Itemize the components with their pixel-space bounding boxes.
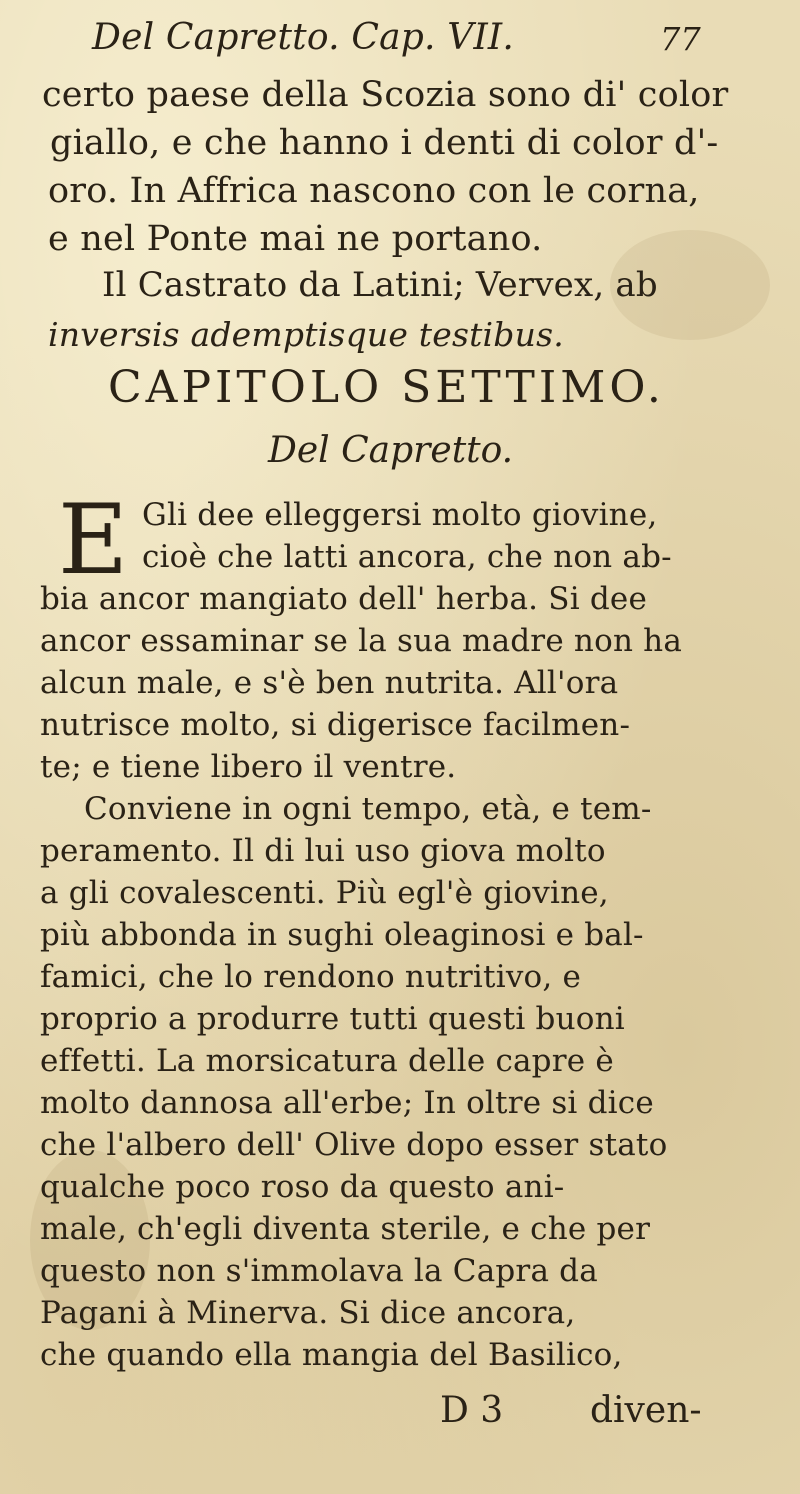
chapter-subtitle: Del Capretto. (268, 430, 514, 471)
text-line-latin: inversis ademptisque testibus. (48, 315, 564, 354)
text-line: peramento. Il di lui uso giova molto (40, 833, 606, 869)
text-line: bia ancor mangiato dell' herba. Si dee (40, 581, 647, 617)
text-line: a gli covalescenti. Più egl'è giovine, (40, 875, 609, 911)
text-line: che l'albero dell' Olive dopo esser stato (40, 1127, 668, 1163)
text-line: giallo, e che hanno i denti di color d'- (50, 123, 719, 163)
text-line: qualche poco roso da questo ani- (40, 1169, 565, 1205)
text-line: ancor essaminar se la sua madre non ha (40, 623, 683, 659)
text-line: Gli dee elleggersi molto giovine, (142, 497, 658, 533)
text-line: certo paese della Scozia sono di' color (42, 75, 729, 115)
text-line: molto dannosa all'erbe; In oltre si dice (40, 1085, 654, 1121)
text-line: che quando ella mangia del Basilico, (40, 1337, 623, 1373)
page-number: 77 (660, 20, 701, 58)
text-line: effetti. La morsicatura delle capre è (40, 1043, 614, 1079)
drop-cap: E (58, 484, 129, 596)
text-line: Pagani à Minerva. Si dice ancora, (40, 1295, 576, 1331)
text-line: alcun male, e s'è ben nutrita. All'ora (40, 665, 619, 701)
text-line: nutrisce molto, si digerisce facilmen- (40, 707, 631, 743)
text-line: e nel Ponte mai ne portano. (48, 219, 543, 259)
text-line: più abbonda in sughi oleaginosi e bal- (40, 917, 644, 953)
text-line: proprio a produrre tutti questi buoni (40, 1001, 625, 1037)
catchword: diven- (590, 1390, 702, 1431)
text-line: oro. In Affrica nascono con le corna, (48, 171, 700, 211)
text-line: famici, che lo rendono nutritivo, e (40, 959, 582, 995)
text-line: Conviene in ogni tempo, età, e tem- (84, 791, 652, 827)
running-title: Del Capretto. Cap. VII. (92, 17, 514, 58)
text-line: questo non s'immolava la Capra da (40, 1253, 598, 1289)
chapter-title: CAPITOLO SETTIMO. (108, 362, 665, 413)
signature-mark: D 3 (440, 1390, 504, 1431)
text-line: cioè che latti ancora, che non ab- (142, 539, 672, 575)
text-line: te; e tiene libero il ventre. (40, 749, 457, 785)
text-line: male, ch'egli diventa sterile, e che per (40, 1211, 651, 1247)
text-line: Il Castrato da Latini; Vervex, ab (102, 265, 658, 305)
